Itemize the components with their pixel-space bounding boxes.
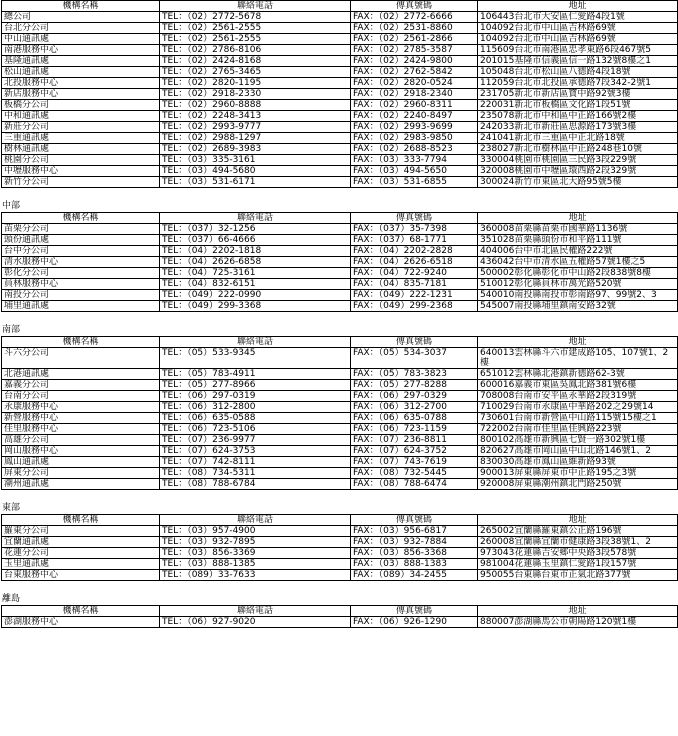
- branch-name-cell: 頭份通訊處: [2, 235, 160, 246]
- table-row: [2, 526, 678, 537]
- table-row: [2, 133, 678, 144]
- address-cell: 404006台中市北區民權路222號: [478, 246, 678, 257]
- phone-cell: TEL：（02）2561-2555: [160, 23, 351, 34]
- phone-cell: TEL：（02）2248-3413: [160, 111, 351, 122]
- table-row: [2, 56, 678, 67]
- phone-cell: TEL：（02）2689-3983: [160, 144, 351, 155]
- branch-name-cell: 北港通訊處: [2, 369, 160, 380]
- header-row: [2, 1, 678, 12]
- column-header: 傳真號碼: [351, 515, 478, 526]
- table-row: [2, 155, 678, 166]
- address-cell: 730601台南市新營區中山路115號15樓之1: [478, 413, 678, 424]
- address-cell: 920008屏東縣潮州鎮北門路250號: [478, 479, 678, 490]
- branch-name-cell: 屏東分公司: [2, 468, 160, 479]
- section-spacer: [0, 581, 678, 593]
- table-row: [2, 224, 678, 235]
- column-header: 聯絡電話: [160, 337, 351, 348]
- address-cell: 545007南投縣埔里鎮南安路32號: [478, 301, 678, 312]
- branch-name-cell: 板橋分公司: [2, 100, 160, 111]
- fax-cell: FAX：（03）888-1383: [351, 559, 478, 570]
- branch-name-cell: 南投分公司: [2, 290, 160, 301]
- fax-cell: FAX：（037）35-7398: [351, 224, 478, 235]
- table-row: [2, 177, 678, 188]
- region-label: 東部: [2, 503, 21, 513]
- phone-cell: TEL：（02）2561-2555: [160, 34, 351, 45]
- address-cell: 651012雲林縣北港鎮新德路62-3號: [478, 369, 678, 380]
- branch-name-cell: 員林服務中心: [2, 279, 160, 290]
- header-row: [2, 213, 678, 224]
- table-row: [2, 559, 678, 570]
- header-row: [2, 337, 678, 348]
- fax-cell: FAX：（08）732-5445: [351, 468, 478, 479]
- phone-cell: TEL：（03）888-1385: [160, 559, 351, 570]
- address-cell: 235078新北市中和區中正路166號2樓: [478, 111, 678, 122]
- fax-cell: FAX：（02）2785-3587: [351, 45, 478, 56]
- address-cell: 265002宜蘭縣羅東鎮公正路196號: [478, 526, 678, 537]
- address-cell: 241041新北市三重區中正北路18號: [478, 133, 678, 144]
- region-label: 離島: [2, 594, 21, 604]
- table-row: [2, 34, 678, 45]
- table-row: [2, 391, 678, 402]
- address-cell: 880007澎湖縣馬公市朝陽路120號1樓: [478, 617, 678, 628]
- phone-cell: TEL：（07）624-3753: [160, 446, 351, 457]
- phone-cell: TEL：（07）236-9977: [160, 435, 351, 446]
- fax-cell: FAX：（02）2240-8497: [351, 111, 478, 122]
- branch-name-cell: 彰化分公司: [2, 268, 160, 279]
- table-row: [2, 548, 678, 559]
- branch-name-cell: 新店服務中心: [2, 89, 160, 100]
- table-row: [2, 279, 678, 290]
- fax-cell: FAX：（02）2762-5842: [351, 67, 478, 78]
- table-row: [2, 144, 678, 155]
- phone-cell: TEL：（02）2988-1297: [160, 133, 351, 144]
- column-header: 傳真號碼: [351, 337, 478, 348]
- phone-cell: TEL：（037）32-1256: [160, 224, 351, 235]
- fax-cell: FAX：（02）2960-8311: [351, 100, 478, 111]
- phone-cell: TEL：（02）2820-1195: [160, 78, 351, 89]
- phone-cell: TEL：（02）2918-2330: [160, 89, 351, 100]
- fax-cell: FAX：（07）743-7619: [351, 457, 478, 468]
- phone-cell: TEL：（04）832-6151: [160, 279, 351, 290]
- address-cell: 800102高雄市新興區七賢一路302號1樓: [478, 435, 678, 446]
- table-row: [2, 457, 678, 468]
- branch-name-cell: 玉里通訊處: [2, 559, 160, 570]
- table-row: [2, 369, 678, 380]
- address-cell: 710029台南市永康區中華路202之29號14: [478, 402, 678, 413]
- section-spacer: [0, 188, 678, 200]
- header-row: [2, 515, 678, 526]
- fax-cell: FAX：（049）299-2368: [351, 301, 478, 312]
- fax-cell: FAX：（02）2983-9850: [351, 133, 478, 144]
- fax-cell: FAX：（02）2820-0524: [351, 78, 478, 89]
- fax-cell: FAX：（04）2202-2828: [351, 246, 478, 257]
- phone-cell: TEL：（05）783-4911: [160, 369, 351, 380]
- branch-name-cell: 新營服務中心: [2, 413, 160, 424]
- table-row: [2, 166, 678, 177]
- branch-table: [1, 0, 678, 188]
- fax-cell: FAX：（03）531-6855: [351, 177, 478, 188]
- fax-cell: FAX：（03）856-3368: [351, 548, 478, 559]
- address-cell: 600016嘉義市東區吳鳳北路381號6樓: [478, 380, 678, 391]
- fax-cell: FAX：（02）2688-8523: [351, 144, 478, 155]
- address-cell: 201015基隆市信義區信一路132號8樓之1: [478, 56, 678, 67]
- branch-name-cell: 斗六分公司: [2, 348, 160, 369]
- fax-cell: FAX：（07）624-3752: [351, 446, 478, 457]
- table-row: [2, 100, 678, 111]
- branch-name-cell: 宜蘭通訊處: [2, 537, 160, 548]
- column-header: 機構名稱: [2, 606, 160, 617]
- table-row: [2, 413, 678, 424]
- phone-cell: TEL：（049）299-3368: [160, 301, 351, 312]
- table-row: [2, 78, 678, 89]
- fax-cell: FAX：（089）34-2455: [351, 570, 478, 581]
- branch-name-cell: 基隆通訊處: [2, 56, 160, 67]
- phone-cell: TEL：（08）788-6784: [160, 479, 351, 490]
- phone-cell: TEL：（02）2765-3465: [160, 67, 351, 78]
- address-cell: 320008桃園市中壢區環西路2段329號: [478, 166, 678, 177]
- phone-cell: TEL：（02）2772-5678: [160, 12, 351, 23]
- fax-cell: FAX：（02）2993-9699: [351, 122, 478, 133]
- table-row: [2, 301, 678, 312]
- phone-cell: TEL：（02）2786-8106: [160, 45, 351, 56]
- column-header: 機構名稱: [2, 515, 160, 526]
- fax-cell: FAX：（03）494-5650: [351, 166, 478, 177]
- address-cell: 820627高雄市岡山區中山北路146號1、2: [478, 446, 678, 457]
- phone-cell: TEL：（06）927-9020: [160, 617, 351, 628]
- branch-table: [1, 212, 678, 312]
- address-cell: 238027新北市樹林區中正路248巷10號: [478, 144, 678, 155]
- table-row: [2, 479, 678, 490]
- column-header: 機構名稱: [2, 213, 160, 224]
- table-row: [2, 122, 678, 133]
- address-cell: 900013屏東縣屏東市中正路195之3號: [478, 468, 678, 479]
- branch-name-cell: 樹林通訊處: [2, 144, 160, 155]
- section-spacer: [0, 312, 678, 324]
- branch-name-cell: 南港服務中心: [2, 45, 160, 56]
- phone-cell: TEL：（02）2993-9777: [160, 122, 351, 133]
- section-spacer: [0, 490, 678, 502]
- address-cell: 640013雲林縣斗六市建成路105、107號1、2樓: [478, 348, 678, 369]
- address-cell: 981004花蓮縣玉里鎮仁愛路1段157號: [478, 559, 678, 570]
- address-cell: 360008苗栗縣苗栗市國華路1136號: [478, 224, 678, 235]
- address-cell: 104092台北市中山區吉林路69號: [478, 34, 678, 45]
- address-cell: 231705新北市新店區寶中路92號3樓: [478, 89, 678, 100]
- fax-cell: FAX：（03）333-7794: [351, 155, 478, 166]
- column-header: 聯絡電話: [160, 1, 351, 12]
- branch-name-cell: 鳳山通訊處: [2, 457, 160, 468]
- branch-name-cell: 羅東分公司: [2, 526, 160, 537]
- address-cell: 106443台北市大安區仁愛路4段1號: [478, 12, 678, 23]
- fax-cell: FAX：（02）2918-2340: [351, 89, 478, 100]
- branch-name-cell: 台北分公司: [2, 23, 160, 34]
- phone-cell: TEL：（03）494-5680: [160, 166, 351, 177]
- table-row: [2, 235, 678, 246]
- column-header: 地址: [478, 606, 678, 617]
- branch-name-cell: 松山通訊處: [2, 67, 160, 78]
- branch-name-cell: 三重通訊處: [2, 133, 160, 144]
- fax-cell: FAX：（05）277-8288: [351, 380, 478, 391]
- address-cell: 436042台中市清水區五權路57號1樓之5: [478, 257, 678, 268]
- fax-cell: FAX：（07）236-8811: [351, 435, 478, 446]
- address-cell: 115609台北市南港區忠孝東路6段467號5: [478, 45, 678, 56]
- phone-cell: TEL：（03）335-3161: [160, 155, 351, 166]
- table-row: [2, 246, 678, 257]
- table-row: [2, 537, 678, 548]
- phone-cell: TEL：（03）856-3369: [160, 548, 351, 559]
- address-cell: 220031新北市板橋區文化路1段51號: [478, 100, 678, 111]
- column-header: 機構名稱: [2, 1, 160, 12]
- branch-name-cell: 佳里服務中心: [2, 424, 160, 435]
- table-row: [2, 45, 678, 56]
- phone-cell: TEL：（03）957-4900: [160, 526, 351, 537]
- branch-name-cell: 台中分公司: [2, 246, 160, 257]
- fax-cell: FAX：（037）68-1771: [351, 235, 478, 246]
- address-cell: 510012彰化縣員林市萬光路520號: [478, 279, 678, 290]
- table-row: [2, 257, 678, 268]
- address-cell: 112059台北市北投區承德路7段342-2號1: [478, 78, 678, 89]
- fax-cell: FAX：（049）222-1231: [351, 290, 478, 301]
- fax-cell: FAX：（02）2561-2866: [351, 34, 478, 45]
- column-header: 聯絡電話: [160, 606, 351, 617]
- phone-cell: TEL：（02）2960-8888: [160, 100, 351, 111]
- address-cell: 708008台南市安平區永華路2段319號: [478, 391, 678, 402]
- phone-cell: TEL：（04）725-3161: [160, 268, 351, 279]
- branch-name-cell: 中和通訊處: [2, 111, 160, 122]
- address-cell: 330004桃園市桃園區三民路3段229號: [478, 155, 678, 166]
- phone-cell: TEL：（02）2424-8168: [160, 56, 351, 67]
- address-cell: 351028苗栗縣頭份市和平路111號: [478, 235, 678, 246]
- branch-name-cell: 總公司: [2, 12, 160, 23]
- fax-cell: FAX：（03）932-7884: [351, 537, 478, 548]
- table-row: [2, 424, 678, 435]
- branch-name-cell: 花蓮分公司: [2, 548, 160, 559]
- branch-name-cell: 潮州通訊處: [2, 479, 160, 490]
- address-cell: 973043花蓮縣吉安鄉中央路3段578號: [478, 548, 678, 559]
- address-cell: 300024新竹市東區北大路95號5樓: [478, 177, 678, 188]
- column-header: 傳真號碼: [351, 1, 478, 12]
- fax-cell: FAX：（08）788-6474: [351, 479, 478, 490]
- branch-table: [1, 605, 678, 628]
- column-header: 聯絡電話: [160, 515, 351, 526]
- fax-cell: FAX：（02）2424-9800: [351, 56, 478, 67]
- branch-name-cell: 中山通訊處: [2, 34, 160, 45]
- table-row: [2, 111, 678, 122]
- phone-cell: TEL：（03）932-7895: [160, 537, 351, 548]
- branch-table: [1, 336, 678, 490]
- table-row: [2, 12, 678, 23]
- table-row: [2, 435, 678, 446]
- address-cell: 242033新北市新莊區思源路173號3樓: [478, 122, 678, 133]
- phone-cell: TEL：（06）297-0319: [160, 391, 351, 402]
- branch-name-cell: 中壢服務中心: [2, 166, 160, 177]
- phone-cell: TEL：（04）2626-6858: [160, 257, 351, 268]
- address-cell: 540010南投縣南投市彰南路97、99號2、3: [478, 290, 678, 301]
- address-cell: 105048台北市松山區八德路4段18號: [478, 67, 678, 78]
- branch-name-cell: 高雄分公司: [2, 435, 160, 446]
- region-label: 中部: [2, 201, 21, 211]
- phone-cell: TEL：（049）222-0990: [160, 290, 351, 301]
- column-header: 聯絡電話: [160, 213, 351, 224]
- phone-cell: TEL：（06）312-2800: [160, 402, 351, 413]
- table-row: [2, 380, 678, 391]
- column-header: 地址: [478, 213, 678, 224]
- fax-cell: FAX：（03）956-6817: [351, 526, 478, 537]
- branch-table: [1, 514, 678, 581]
- branch-name-cell: 嘉義分公司: [2, 380, 160, 391]
- column-header: 傳真號碼: [351, 606, 478, 617]
- table-row: [2, 348, 678, 369]
- phone-cell: TEL：（03）531-6171: [160, 177, 351, 188]
- address-cell: 260008宜蘭縣宜蘭市健康路3段38號1、2: [478, 537, 678, 548]
- table-row: [2, 268, 678, 279]
- phone-cell: TEL：（037）66-4666: [160, 235, 351, 246]
- column-header: 地址: [478, 1, 678, 12]
- branch-name-cell: 台東服務中心: [2, 570, 160, 581]
- table-row: [2, 446, 678, 457]
- column-header: 機構名稱: [2, 337, 160, 348]
- table-row: [2, 617, 678, 628]
- branch-name-cell: 澎湖服務中心: [2, 617, 160, 628]
- region-label: 南部: [2, 325, 21, 335]
- table-row: [2, 468, 678, 479]
- table-row: [2, 570, 678, 581]
- fax-cell: FAX：（06）312-2700: [351, 402, 478, 413]
- table-row: [2, 89, 678, 100]
- address-cell: 950055台東縣台東市正氣北路377號: [478, 570, 678, 581]
- address-cell: 722002台南市佳里區佳興路223號: [478, 424, 678, 435]
- address-cell: 104092台北市中山區吉林路69號: [478, 23, 678, 34]
- phone-cell: TEL：（05）533-9345: [160, 348, 351, 369]
- fax-cell: FAX：（04）722-9240: [351, 268, 478, 279]
- fax-cell: FAX：（06）926-1290: [351, 617, 478, 628]
- branch-name-cell: 台南分公司: [2, 391, 160, 402]
- branch-name-cell: 岡山服務中心: [2, 446, 160, 457]
- fax-cell: FAX：（02）2772-6666: [351, 12, 478, 23]
- branch-name-cell: 清水服務中心: [2, 257, 160, 268]
- fax-cell: FAX：（05）534-3037: [351, 348, 478, 369]
- phone-cell: TEL：（06）635-0588: [160, 413, 351, 424]
- phone-cell: TEL：（06）723-5106: [160, 424, 351, 435]
- fax-cell: FAX：（06）635-0788: [351, 413, 478, 424]
- branch-name-cell: 埔里通訊處: [2, 301, 160, 312]
- table-row: [2, 67, 678, 78]
- phone-cell: TEL：（089）33-7633: [160, 570, 351, 581]
- phone-cell: TEL：（05）277-8966: [160, 380, 351, 391]
- branch-name-cell: 桃園分公司: [2, 155, 160, 166]
- branch-name-cell: 北投服務中心: [2, 78, 160, 89]
- fax-cell: FAX：（06）297-0329: [351, 391, 478, 402]
- branch-name-cell: 新莊分公司: [2, 122, 160, 133]
- fax-cell: FAX：（05）783-3823: [351, 369, 478, 380]
- fax-cell: FAX：（02）2531-8860: [351, 23, 478, 34]
- address-cell: 830030高雄市鳳山區維新路93號: [478, 457, 678, 468]
- column-header: 傳真號碼: [351, 213, 478, 224]
- column-header: 地址: [478, 515, 678, 526]
- table-row: [2, 23, 678, 34]
- header-row: [2, 606, 678, 617]
- fax-cell: FAX：（04）2626-6518: [351, 257, 478, 268]
- branch-name-cell: 永康服務中心: [2, 402, 160, 413]
- table-row: [2, 290, 678, 301]
- branch-name-cell: 苗栗分公司: [2, 224, 160, 235]
- address-cell: 500002彰化縣彰化市中山路2段838號8樓: [478, 268, 678, 279]
- branch-name-cell: 新竹分公司: [2, 177, 160, 188]
- fax-cell: FAX：（06）723-1159: [351, 424, 478, 435]
- phone-cell: TEL：（04）2202-1818: [160, 246, 351, 257]
- fax-cell: FAX：（04）835-7181: [351, 279, 478, 290]
- phone-cell: TEL：（08）734-5311: [160, 468, 351, 479]
- column-header: 地址: [478, 337, 678, 348]
- table-row: [2, 402, 678, 413]
- phone-cell: TEL：（07）742-8111: [160, 457, 351, 468]
